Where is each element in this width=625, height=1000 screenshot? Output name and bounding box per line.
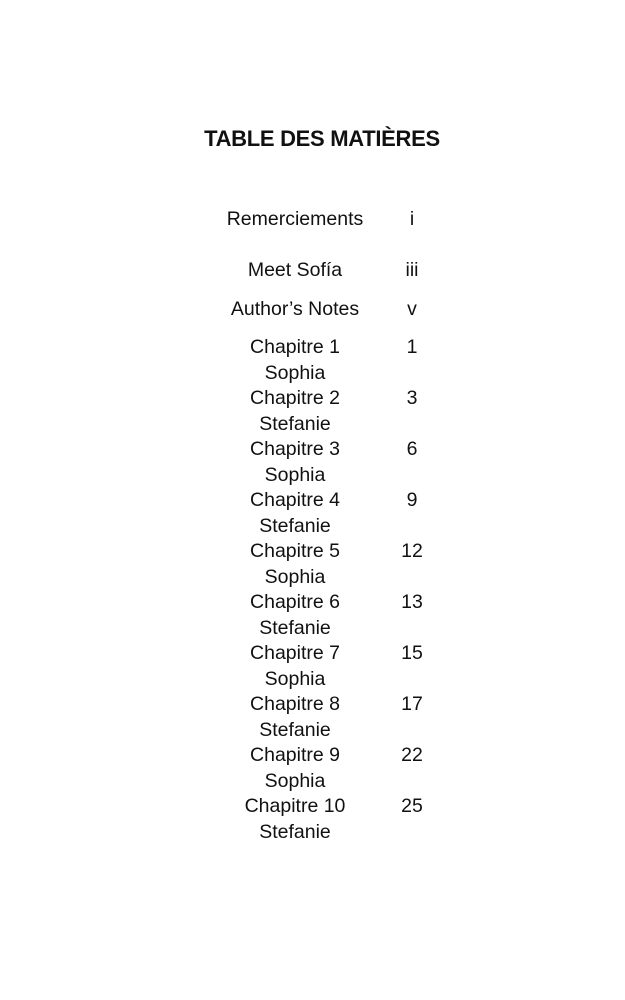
chapter-label: Chapitre 4 [250,489,340,511]
chapter-label: Chapitre 6 [250,591,340,613]
chapter-page: 25 [401,795,423,817]
chapter-page: 6 [406,438,418,460]
chapter-page: 13 [401,591,423,613]
page-title: TABLE DES MATIÈRES [204,126,440,151]
chapter-narrator: Sophia [264,362,326,384]
chapter-narrator: Stefanie [259,719,331,741]
chapter-page: 15 [401,642,423,664]
toc-entry-page: iii [405,259,419,281]
chapter-page: 1 [406,336,418,358]
chapter-page: 3 [406,387,418,409]
chapter-label: Chapitre 8 [250,693,340,715]
chapter-label: Chapitre 10 [244,795,346,817]
chapter-narrator: Sophia [264,566,326,588]
chapter-page: 12 [401,540,423,562]
toc-entry-label: Author’s Notes [230,298,360,320]
chapter-label: Chapitre 5 [250,540,340,562]
toc-entry-page: v [407,298,417,320]
chapter-label: Chapitre 9 [250,744,340,766]
chapter-narrator: Stefanie [259,413,331,435]
chapter-narrator: Stefanie [259,617,331,639]
chapter-narrator: Sophia [264,464,326,486]
chapter-page: 9 [406,489,418,511]
chapter-label: Chapitre 7 [250,642,340,664]
chapter-page: 17 [401,693,423,715]
chapter-narrator: Sophia [264,770,326,792]
chapter-narrator: Stefanie [259,821,331,843]
chapter-label: Chapitre 2 [250,387,340,409]
toc-entry-label: Remerciements [226,208,364,230]
chapter-narrator: Sophia [264,668,326,690]
toc-entry-label: Meet Sofía [247,259,343,281]
chapter-page: 22 [401,744,423,766]
chapter-label: Chapitre 3 [250,438,340,460]
chapter-label: Chapitre 1 [250,336,340,358]
chapter-narrator: Stefanie [259,515,331,537]
toc-entry-page: i [409,208,415,230]
